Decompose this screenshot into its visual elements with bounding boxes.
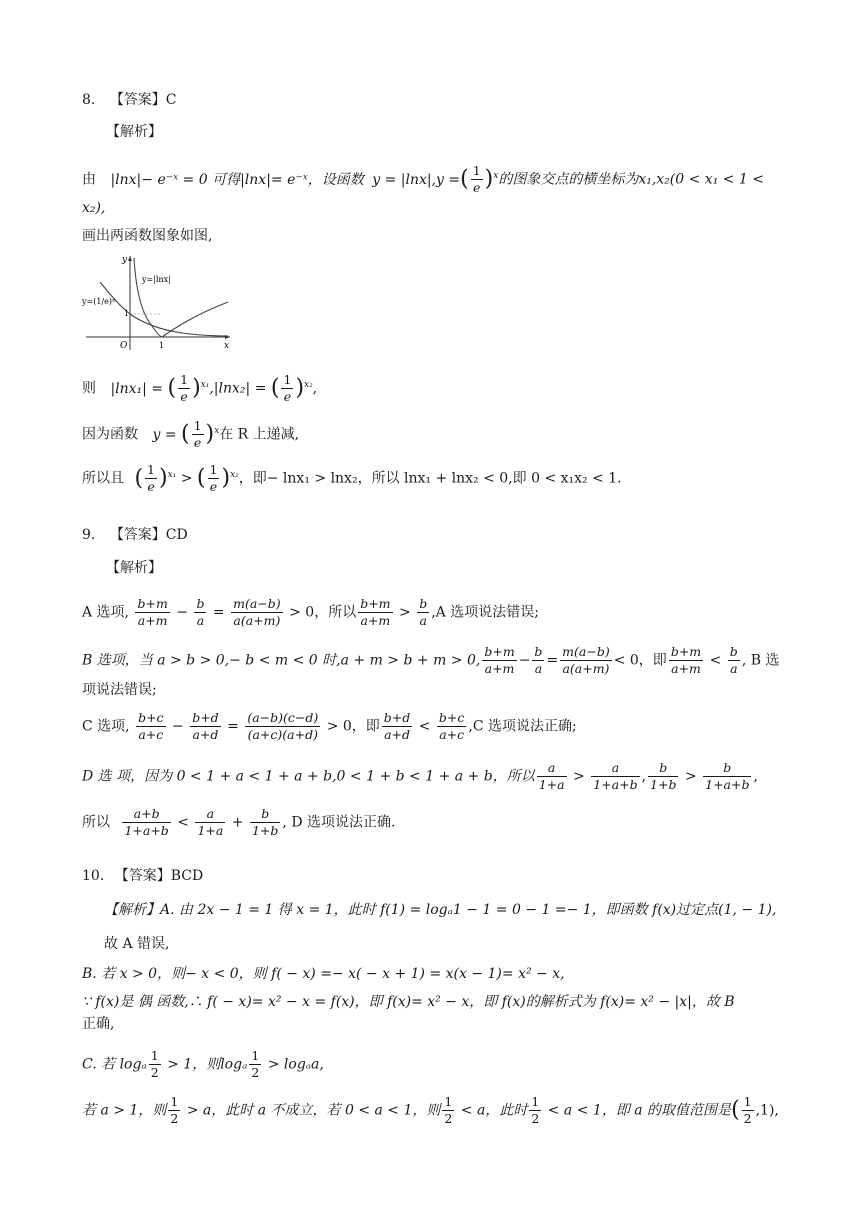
label-x: x (224, 341, 230, 351)
q8-line2: x₂), (82, 200, 106, 216)
q9-option-b: B 选项，当 a > b > 0,− b < m < 0 时,a + m > b + m > 0, $\frac{b+m}{a+m}$ − $\frac{b}{a}$ = $\frac{m(a-b)}{a(a+m)}$ < 0，即 $\frac{b+m}{a+m}$ < $\frac{b}{a}$ , B 选 (82, 644, 780, 676)
y-axis-arrow (128, 256, 132, 261)
q10-line6: C. 若 logₐ $\frac{1}{2}$ > 1，则logₐ $\frac{1}{2}$ > logₐa, (82, 1048, 324, 1080)
q8-line3: 画出两函数图象如图, (82, 228, 213, 244)
abs-lnx-curve (134, 258, 228, 337)
q9-option-d-cont: 所以 $\frac{a+b}{1+a+b}$ < $\frac{a}{1+a}$ + $\frac{b}{1+b}$ , D 选项说法正确. (82, 806, 396, 838)
q8-line1: 由 |lnx|− e⁻ˣ = 0 可得|lnx|= e⁻ˣ，设函数 y = |lnx|,y =( $\frac{1}{e}$ )$^x$的图象交点的横坐标为x₁,x₂(0 < x₁ < 1 < (82, 163, 765, 195)
q8-line4: 则 |lnx₁| = ( $\frac{1}{e}$ )$^{x_1}$,|lnx₂| = ( $\frac{1}{e}$ )$^{x_2}$, (82, 372, 318, 404)
label-exp: y=(1/e)ˣ (82, 297, 116, 306)
q8-line5: 因为函数 y = ( $\frac{1}{e}$ )$^x$在 R 上递减, (82, 418, 300, 450)
q8-header (82, 90, 177, 110)
label-y: y (122, 255, 128, 265)
q8-analysis-label: 【解析】 (106, 124, 162, 140)
q10-line2: 故 A 错误, (104, 936, 170, 952)
label-abs-lnx: y=|lnx| (142, 275, 171, 284)
q9-answer: 【答案】CD (109, 527, 188, 543)
label-1-y: 1 (124, 309, 130, 318)
graph-svg (82, 252, 234, 352)
frac-one-over-e: $\frac{1}{e}$ (283, 372, 292, 404)
q9-option-a: A 选项, $\frac{b+m}{a+m}$ − $\frac{b}{a}$ = $\frac{m(a-b)}{a(a+m)}$ > 0，所以 $\frac{b+m}{a+m}$ > $\frac{b}{a}$ ,A 选项说法错误; (82, 596, 539, 628)
frac-one-over-e: $\frac{1}{e}$ (472, 163, 481, 195)
q9-option-d: D 选 项，因为 0 < 1 + a < 1 + a + b,0 < 1 + b < 1 + a + b，所以 $\frac{a}{1+a}$ > $\frac{a}{1+a+b}$ , $\frac{b}{1+b}$ > $\frac{b}{1+a+b}$ , (82, 760, 758, 792)
q9-option-b-cont: 项说法错误; (82, 682, 157, 698)
q10-line7: 若 a > 1，则 $\frac{1}{2}$ > a，此时 a 不成立，若 0 < a < 1，则 $\frac{1}{2}$ < a，此时 $\frac{1}{2}$ < a < 1，即 a 的取值范围是( $\frac{1}{2}$ ,1), (82, 1094, 779, 1126)
q9-option-c: C 选项, $\frac{b+c}{a+c}$ − $\frac{b+d}{a+d}$ = $\frac{(a-b)(c-d)}{(a+c)(a+d)}$ > 0，即 $\frac{b+d}{a+d}$ < $\frac{b+c}{a+c}$ ,C 选项说法正确; (82, 710, 577, 742)
function-graph (82, 252, 234, 352)
frac-one-over-e: $\frac{1}{e}$ (147, 462, 155, 494)
q10-line5: 正确, (82, 1016, 115, 1032)
q10-line4: ∵ f(x)是 偶 函数,∴ f( − x)= x² − x = f(x)，即 f(x)= x² − x，即 f(x)的解析式为 f(x)= x² − |x|，故 B (82, 994, 735, 1010)
label-1-x: 1 (159, 341, 165, 350)
q9-analysis-label: 【解析】 (106, 560, 162, 576)
q8-answer: 【答案】C (109, 92, 177, 108)
q8-line6: 所以且 ( $\frac{1}{e}$ )$^{x_1}$ > ( $\frac{1}{e}$ )$^{x_2}$，即− lnx₁ > lnx₂，所以 lnx₁ + lnx₂ < 0,即 0 < x₁x₂ < 1. (82, 462, 622, 494)
frac-one-over-e: $\frac{1}{e}$ (180, 372, 189, 404)
q10-line1: 【解析】A. 由 2x − 1 = 1 得 x = 1，此时 f(1) = logₐ1 − 1 = 0 − 1 =− 1，即函数 f(x)过定点(1, − 1), (104, 902, 777, 918)
frac-one-over-e: $\frac{1}{e}$ (193, 418, 202, 450)
frac-one-over-e: $\frac{1}{e}$ (209, 462, 218, 494)
q10-answer: 【答案】BCD (114, 868, 204, 884)
label-origin: O (120, 341, 128, 351)
q10-header: 10. 【答案】BCD (82, 868, 204, 884)
exp-curve (100, 282, 228, 336)
q8-number: 8. (82, 92, 96, 108)
q10-line3: B. 若 x > 0，则− x < 0，则 f( − x) =− x( − x + 1) = x(x − 1)= x² − x, (82, 966, 565, 982)
q9-header: 9. 【答案】CD (82, 527, 188, 543)
